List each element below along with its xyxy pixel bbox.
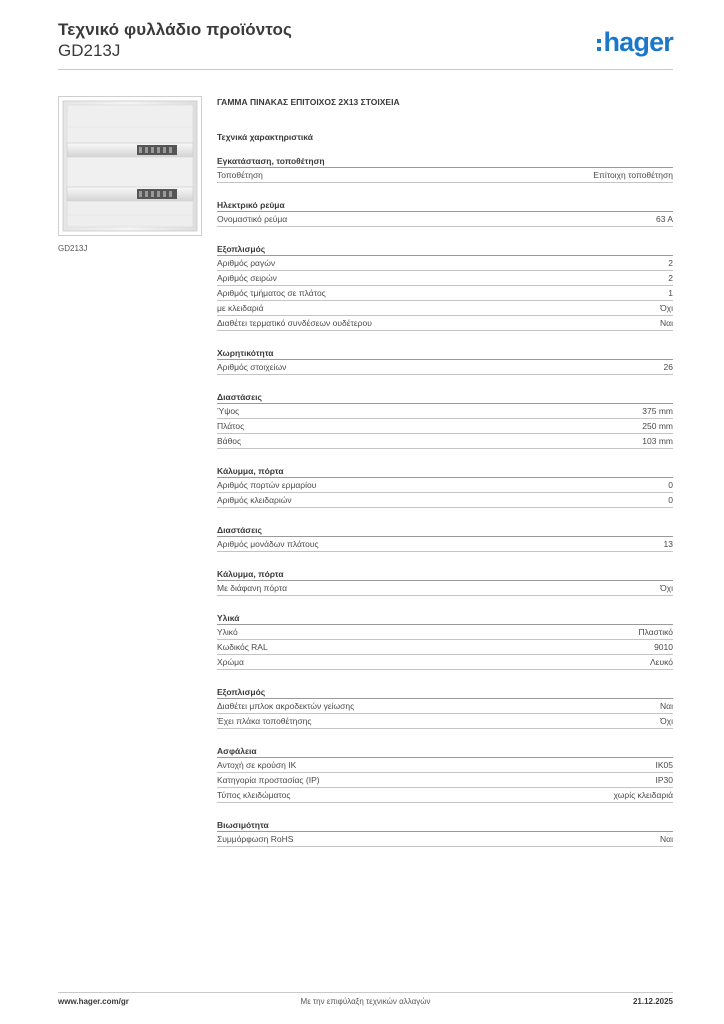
spec-value: Επίτοιχη τοποθέτηση [593, 170, 673, 180]
spec-value: 375 mm [642, 406, 673, 416]
spec-label: Αριθμός μονάδων πλάτους [217, 539, 319, 549]
footer-website: www.hager.com/gr [58, 997, 129, 1006]
spec-group [217, 745, 673, 803]
spec-value: 26 [663, 362, 673, 372]
spec-label: Αντοχή σε κρούση IK [217, 760, 297, 770]
spec-row [217, 256, 673, 271]
spec-value: 9010 [654, 642, 673, 652]
spec-group-title: Εξοπλισμός [217, 686, 673, 699]
spec-row [217, 655, 673, 670]
spec-value: 1 [668, 288, 673, 298]
spec-value: Όχι [660, 303, 673, 313]
page-title: Τεχνικό φυλλάδιο προϊόντος [58, 20, 292, 39]
spec-row [217, 419, 673, 434]
spec-group [217, 155, 673, 183]
spec-groups [217, 155, 673, 847]
spec-row [217, 699, 673, 714]
spec-label: Βάθος [217, 436, 242, 446]
spec-row [217, 404, 673, 419]
spec-label: Κωδικός RAL [217, 642, 268, 652]
spec-label: Χρώμα [217, 657, 244, 667]
spec-value: Ναι [660, 318, 673, 328]
spec-group [217, 199, 673, 227]
spec-group [217, 568, 673, 596]
spec-label: Διαθέτει τερματικό συνδέσεων ουδέτερου [217, 318, 372, 328]
spec-group-title: Διαστάσεις [217, 391, 673, 404]
spec-value: IP30 [655, 775, 673, 785]
spec-content [217, 96, 673, 847]
spec-group [217, 612, 673, 670]
spec-group-title: Ασφάλεια [217, 745, 673, 758]
spec-row [217, 773, 673, 788]
product-image [58, 96, 202, 236]
range-title: ΓΑΜΜΑ ΠΙΝΑΚΑΣ ΕΠΙΤΟΙΧΟΣ 2Χ13 ΣΤΟΙΧΕΙΑ [217, 97, 400, 107]
spec-label: Αριθμός πορτών ερμαρίου [217, 480, 317, 490]
spec-group [217, 686, 673, 729]
logo-dots-icon [597, 39, 601, 51]
spec-value: IK05 [655, 760, 673, 770]
spec-row [217, 832, 673, 847]
spec-value: Όχι [660, 716, 673, 726]
spec-group [217, 524, 673, 552]
header-divider [58, 69, 673, 70]
section-title: Τεχνικά χαρακτηριστικά [217, 132, 313, 142]
spec-label: Τοποθέτηση [217, 170, 263, 180]
spec-value: χωρίς κλειδαριά [613, 790, 673, 800]
spec-group [217, 243, 673, 331]
spec-row [217, 625, 673, 640]
hager-logo [597, 27, 673, 58]
spec-value: Πλαστικό [638, 627, 673, 637]
logo-text: hager [603, 27, 673, 57]
spec-group [217, 347, 673, 375]
footer-date: 21.12.2025 [632, 997, 673, 1006]
spec-value: 0 [668, 495, 673, 505]
spec-label: Υλικό [217, 627, 238, 637]
spec-value: Όχι [660, 583, 673, 593]
product-caption: GD213J [58, 244, 88, 253]
spec-row [217, 788, 673, 803]
spec-label: Διαθέτει μπλοκ ακροδεκτών γείωσης [217, 701, 355, 711]
footer-note: Με την επιφύλαξη τεχνικών αλλαγών [300, 997, 431, 1006]
spec-row [217, 301, 673, 316]
spec-label: Κατηγορία προστασίας (IP) [217, 775, 320, 785]
spec-group-title: Βιωσιμότητα [217, 819, 673, 832]
spec-row [217, 758, 673, 773]
spec-group-title: Υλικά [217, 612, 673, 625]
spec-row [217, 286, 673, 301]
spec-row [217, 434, 673, 449]
spec-row [217, 212, 673, 227]
spec-row [217, 168, 673, 183]
spec-group-title: Εξοπλισμός [217, 243, 673, 256]
footer-divider [58, 992, 673, 993]
spec-row [217, 493, 673, 508]
spec-label: Έχει πλάκα τοποθέτησης [217, 716, 312, 726]
spec-label: Αριθμός τμήματος σε πλάτος [217, 288, 326, 298]
product-code: GD213J [58, 41, 121, 60]
spec-group-title: Κάλυμμα, πόρτα [217, 465, 673, 478]
spec-label: Πλάτος [217, 421, 245, 431]
spec-value: Λευκό [650, 657, 673, 667]
spec-group [217, 819, 673, 847]
spec-value: 250 mm [642, 421, 673, 431]
spec-group [217, 391, 673, 449]
spec-value: Ναι [660, 834, 673, 844]
spec-row [217, 478, 673, 493]
spec-value: 0 [668, 480, 673, 490]
spec-label: Αριθμός ραγών [217, 258, 276, 268]
spec-row [217, 640, 673, 655]
spec-value: 103 mm [642, 436, 673, 446]
spec-value: 13 [663, 539, 673, 549]
spec-row [217, 271, 673, 286]
spec-label: Ύψος [217, 406, 240, 416]
spec-group-title: Χωρητικότητα [217, 347, 673, 360]
spec-group-title: Ηλεκτρικό ρεύμα [217, 199, 673, 212]
spec-row [217, 360, 673, 375]
spec-label: Με διάφανη πόρτα [217, 583, 287, 593]
spec-row [217, 714, 673, 729]
page-header [58, 20, 673, 70]
spec-label: Αριθμός κλειδαριών [217, 495, 292, 505]
spec-group-title: Εγκατάσταση, τοποθέτηση [217, 155, 673, 168]
distribution-board-illustration [59, 97, 201, 235]
spec-value: Ναι [660, 701, 673, 711]
spec-group [217, 465, 673, 508]
spec-label: Συμμόρφωση RoHS [217, 834, 294, 844]
spec-value: 2 [668, 273, 673, 283]
spec-group-title: Κάλυμμα, πόρτα [217, 568, 673, 581]
spec-label: με κλειδαριά [217, 303, 264, 313]
spec-label: Ονομαστικό ρεύμα [217, 214, 288, 224]
spec-row [217, 316, 673, 331]
spec-group-title: Διαστάσεις [217, 524, 673, 537]
spec-value: 63 A [655, 214, 673, 224]
spec-row [217, 537, 673, 552]
spec-label: Αριθμός σειρών [217, 273, 277, 283]
spec-label: Αριθμός στοιχείων [217, 362, 287, 372]
spec-row [217, 581, 673, 596]
spec-label: Τύπος κλειδώματος [217, 790, 291, 800]
spec-value: 2 [668, 258, 673, 268]
